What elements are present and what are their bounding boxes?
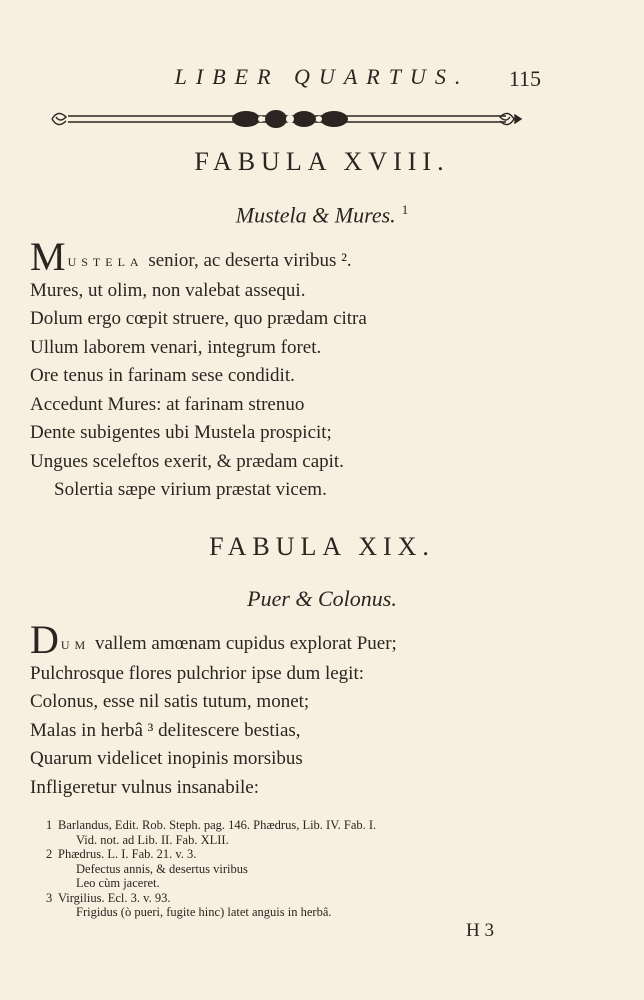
fable-18-subtitle-text: Mustela & Mures. [235, 202, 396, 228]
fable-19-verse [30, 617, 500, 802]
verse-line: Malas in herbâ ³ delitescere bestias, [30, 719, 301, 741]
footnote-ref-1: 1 [401, 202, 409, 217]
footnote-2-quote: Defectus annis, & desertus viribus [76, 861, 248, 876]
verse-line: Quarum videlicet inopinis morsibus [30, 748, 303, 769]
footnote-text: Barlandus, Edit. Rob. Steph. pag. 146. Phædrus, Lib. IV. Fab. I. [58, 818, 377, 832]
verse-line: Mures, ut olim, non valebat assequi. [30, 279, 306, 301]
fable-18-subtitle [0, 202, 644, 228]
verse-line: Ungues sceleftos exerit, & prædam capit. [30, 450, 344, 472]
footnote-text: Virgilius. Ecl. 3. v. 93. [58, 890, 171, 905]
footnote-text: Phædrus. L. I. Fab. 21. v. 3. [58, 847, 197, 861]
verse-line [30, 617, 500, 662]
fable-18-title: FABULA XVIII. [194, 147, 450, 176]
fable-18-verse [30, 234, 500, 505]
verse-line: Pulchrosque flores pulchrior ipse dum legit: [30, 662, 365, 684]
footnote-2-quote: Leo cùm jaceret. [76, 876, 160, 890]
ornament-rule-icon [46, 104, 526, 134]
drop-capital: D [30, 617, 59, 662]
footnote-number: 1 [46, 818, 53, 832]
footnote-3-quote: Frigidus (ò pueri, fugite hinc) latet anguis in herbâ. [76, 905, 332, 919]
running-header [0, 64, 644, 94]
page-number: 115 [508, 66, 541, 91]
fable-19-subtitle: Puer & Colonus. [247, 586, 397, 611]
footnote-3 [46, 891, 566, 906]
drop-capital: M [30, 234, 66, 279]
signature-mark: H 3 [466, 920, 494, 941]
footnote-1 [46, 818, 566, 833]
fable-19-title: FABULA XIX. [209, 532, 435, 561]
footnote-2 [46, 847, 566, 862]
running-title: LIBER QUARTUS. [174, 64, 470, 89]
verse-line-moral: Solertia sæpe virium præstat vicem. [54, 479, 327, 500]
verse-line: Colonus, esse nil satis tutum, monet; [30, 691, 310, 712]
verse-line: Infligeretur vulnus insanabile: [30, 776, 259, 798]
verse-line: Ore tenus in farinam sese condidit. [30, 365, 295, 386]
verse-line [30, 234, 500, 279]
verse-line-text: senior, ac deserta viribus ². [143, 250, 352, 271]
footnotes [46, 818, 566, 920]
verse-line-text: vallem amœnam cupidus explorat Puer; [90, 633, 397, 654]
verse-line: Dolum ergo cœpit struere, quo prædam citra [30, 308, 367, 329]
footnote-number: 2 [46, 847, 53, 861]
first-word-smallcaps: USTELA [67, 255, 144, 269]
footnote-number: 3 [46, 890, 53, 905]
verse-line: Accedunt Mures: at farinam strenuo [30, 393, 305, 415]
verse-line: Ullum laborem venari, integrum foret. [30, 336, 322, 358]
footnote-1-cont: Vid. not. ad Lib. II. Fab. XLII. [76, 832, 229, 847]
verse-line: Dente subigentes ubi Mustela prospicit; [30, 422, 332, 443]
first-word-smallcaps: UM [60, 638, 91, 652]
